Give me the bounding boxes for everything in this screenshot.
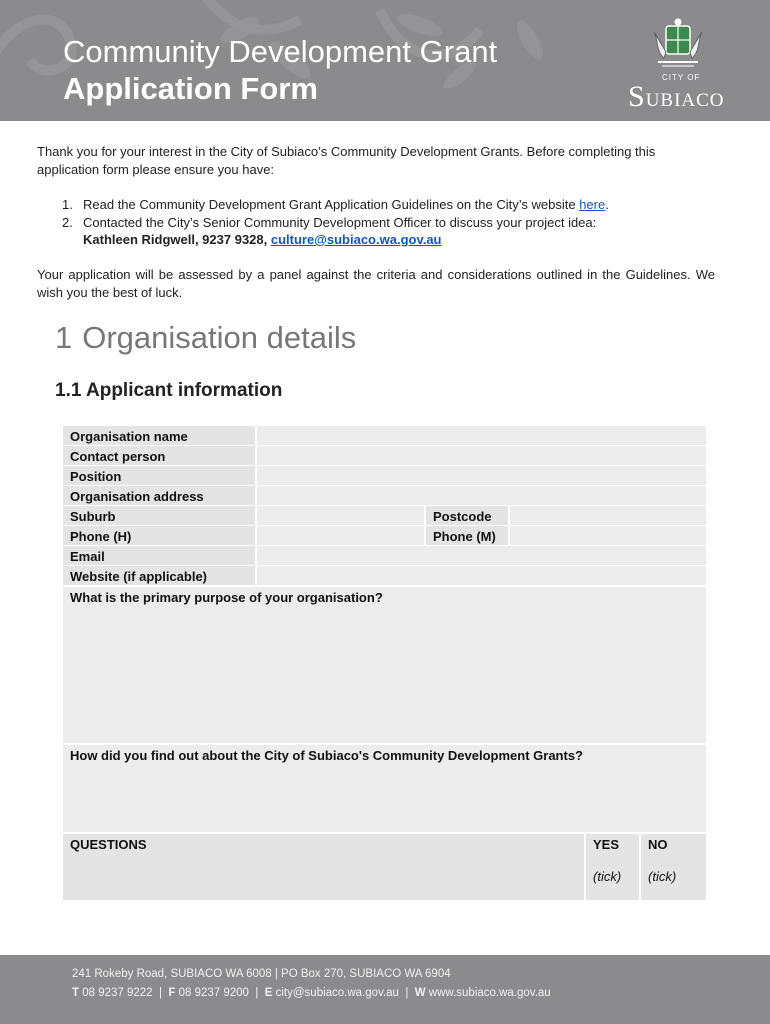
- crest-icon: [648, 18, 708, 74]
- prerequisite-list: [62, 196, 712, 249]
- email-link[interactable]: culture@subiaco.wa.gov.au: [270, 232, 442, 247]
- no-column-header: NO (tick): [641, 834, 706, 900]
- footer-contacts: T 08 9237 9222 | F 08 9237 9200 | E city@subiaco.wa.gov.au | W www.subiaco.wa.gov.au: [72, 987, 551, 999]
- suburb-field[interactable]: [257, 506, 424, 525]
- phone-home-label: Phone (H): [63, 526, 255, 545]
- header-banner: [0, 0, 770, 121]
- email-label: Email: [63, 546, 255, 565]
- questions-header: QUESTIONS: [63, 834, 584, 900]
- position-label: Position: [63, 466, 255, 485]
- org-address-label: Organisation address: [63, 486, 255, 505]
- footer-address: 241 Rokeby Road, SUBIACO WA 6008 | PO Box 270, SUBIACO WA 6904: [72, 968, 451, 980]
- website-field[interactable]: [257, 566, 706, 585]
- logo-city-of: CITY OF: [662, 73, 701, 82]
- subsection-heading: 1.1 Applicant information: [55, 380, 283, 401]
- postcode-field[interactable]: [510, 506, 706, 525]
- city-of-subiaco-logo: [626, 18, 726, 113]
- form-title-line1: Community Development Grant: [63, 34, 498, 69]
- org-name-label: Organisation name: [63, 426, 255, 445]
- purpose-question[interactable]: What is the primary purpose of your organisation?: [63, 587, 706, 743]
- phone-home-field[interactable]: [257, 526, 424, 545]
- list-item: 2. Contacted the City’s Senior Community Development Officer to discuss your project idea: Kathleen Ridgwell, 9237 9328, culture@subiaco.wa.gov.au: [62, 214, 597, 247]
- logo-subiaco: SUBIACO: [628, 80, 725, 113]
- intro-text: Thank you for your interest in the City of Subiaco’s Community Development Grants. Before completing this application form please ensure you have:: [37, 144, 656, 177]
- org-name-field[interactable]: [257, 426, 706, 445]
- contact-details: Kathleen Ridgwell, 9237 9328,: [83, 232, 271, 247]
- yes-column-header: YES (tick): [586, 834, 639, 900]
- contact-person-label: Contact person: [63, 446, 255, 465]
- footer: [0, 955, 770, 1024]
- phone-mobile-label: Phone (M): [426, 526, 508, 545]
- list-item: 1. Read the Community Development Grant Application Guidelines on the City’s website here.: [62, 197, 609, 212]
- website-label: Website (if applicable): [63, 566, 255, 585]
- position-field[interactable]: [257, 466, 706, 485]
- phone-mobile-field[interactable]: [510, 526, 706, 545]
- form-title-line2: Application Form: [63, 71, 318, 106]
- postcode-label: Postcode: [426, 506, 508, 525]
- guidelines-link[interactable]: here: [579, 197, 606, 212]
- contact-person-field[interactable]: [257, 446, 706, 465]
- section-heading: 1 Organisation details: [55, 320, 357, 355]
- suburb-label: Suburb: [63, 506, 255, 525]
- email-field[interactable]: [257, 546, 706, 565]
- assessment-text: Your application will be assessed by a panel against the criteria and considerations outlined in the Guidelines. We wish you the best of luck.: [37, 267, 715, 300]
- org-address-field[interactable]: [257, 486, 706, 505]
- find-out-question[interactable]: How did you find out about the City of Subiaco's Community Development Grants?: [63, 745, 706, 832]
